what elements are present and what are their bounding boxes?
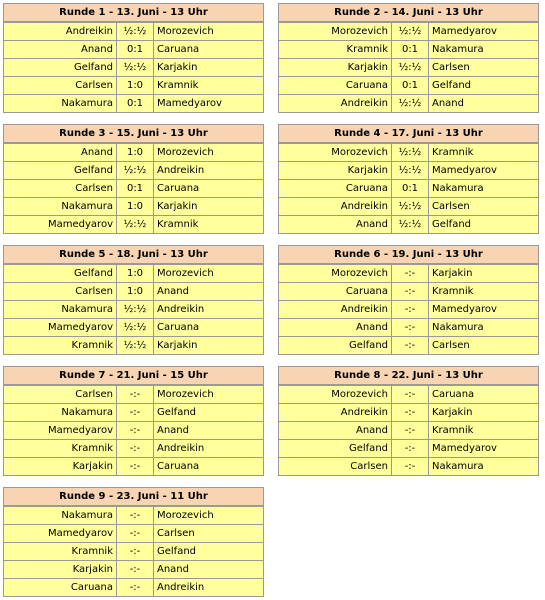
round-title: Runde 3 - 15. Juni - 13 Uhr xyxy=(4,125,263,143)
black-player: Carlsen xyxy=(432,340,470,351)
black-player: Nakamura xyxy=(432,183,484,194)
game-row xyxy=(279,318,538,336)
white-player: Kramnik xyxy=(4,440,117,457)
game-row xyxy=(279,197,538,215)
black-player: Morozevich xyxy=(157,268,214,279)
round-title: Runde 4 - 17. Juni - 13 Uhr xyxy=(279,125,538,143)
game-result: -:- xyxy=(392,265,429,282)
white-player: Morozevich xyxy=(279,144,392,161)
black-player: Kramnik xyxy=(157,219,199,230)
game-row xyxy=(4,542,263,560)
game-row xyxy=(279,282,538,300)
black-player: Nakamura xyxy=(432,44,484,55)
game-result: ½:½ xyxy=(117,319,154,336)
game-row xyxy=(4,179,263,197)
game-row xyxy=(4,94,263,112)
game-result: -:- xyxy=(392,458,429,475)
game-row xyxy=(4,524,263,542)
game-row xyxy=(279,161,538,179)
white-player: Anand xyxy=(279,319,392,336)
round-title: Runde 1 - 13. Juni - 13 Uhr xyxy=(4,4,263,22)
game-row xyxy=(279,300,538,318)
black-player: Carlsen xyxy=(432,201,470,212)
game-row xyxy=(279,403,538,421)
black-player: Kramnik xyxy=(157,80,199,91)
round-title: Runde 8 - 22. Juni - 13 Uhr xyxy=(279,367,538,385)
white-player: Morozevich xyxy=(279,265,392,282)
game-row xyxy=(4,385,263,403)
game-result: -:- xyxy=(117,404,154,421)
white-player: Caruana xyxy=(279,180,392,197)
white-player: Karjakin xyxy=(4,561,117,578)
game-result: -:- xyxy=(392,319,429,336)
white-player: Gelfand xyxy=(4,162,117,179)
game-row xyxy=(4,143,263,161)
round-title: Runde 2 - 14. Juni - 13 Uhr xyxy=(279,4,538,22)
round-title: Runde 6 - 19. Juni - 13 Uhr xyxy=(279,246,538,264)
black-player: Caruana xyxy=(157,183,200,194)
white-player: Nakamura xyxy=(4,301,117,318)
black-player: Carlsen xyxy=(157,528,195,539)
game-result: -:- xyxy=(392,337,429,354)
game-row xyxy=(4,318,263,336)
black-player: Gelfand xyxy=(157,407,197,418)
round-table-5 xyxy=(3,245,264,355)
black-player: Mamedyarov xyxy=(432,165,497,176)
game-result: ½:½ xyxy=(392,144,429,161)
round-table-6 xyxy=(278,245,539,355)
game-row xyxy=(4,215,263,233)
game-row xyxy=(279,179,538,197)
game-row xyxy=(4,439,263,457)
black-player: Mamedyarov xyxy=(432,26,497,37)
game-result: 1:0 xyxy=(117,144,154,161)
white-player: Kramnik xyxy=(279,41,392,58)
game-row xyxy=(4,560,263,578)
white-player: Mamedyarov xyxy=(4,216,117,233)
game-row xyxy=(4,22,263,40)
game-result: -:- xyxy=(392,386,429,403)
game-result: -:- xyxy=(392,301,429,318)
white-player: Anand xyxy=(279,216,392,233)
white-player: Nakamura xyxy=(4,95,117,112)
game-row xyxy=(4,161,263,179)
game-row xyxy=(279,40,538,58)
game-row xyxy=(279,215,538,233)
black-player: Carlsen xyxy=(432,62,470,73)
white-player: Caruana xyxy=(279,77,392,94)
white-player: Nakamura xyxy=(4,404,117,421)
black-player: Kramnik xyxy=(432,147,474,158)
white-player: Carlsen xyxy=(4,386,117,403)
game-row xyxy=(4,336,263,354)
game-result: 1:0 xyxy=(117,77,154,94)
white-player: Andreikin xyxy=(279,198,392,215)
black-player: Gelfand xyxy=(432,219,472,230)
black-player: Morozevich xyxy=(157,26,214,37)
white-player: Caruana xyxy=(4,579,117,596)
white-player: Kramnik xyxy=(4,543,117,560)
game-row xyxy=(4,506,263,524)
white-player: Karjakin xyxy=(4,458,117,475)
black-player: Karjakin xyxy=(432,407,473,418)
game-result: ½:½ xyxy=(117,301,154,318)
game-result: ½:½ xyxy=(117,337,154,354)
white-player: Gelfand xyxy=(4,265,117,282)
game-result: 0:1 xyxy=(392,77,429,94)
white-player: Anand xyxy=(4,41,117,58)
game-row xyxy=(4,421,263,439)
white-player: Carlsen xyxy=(4,283,117,300)
black-player: Morozevich xyxy=(157,147,214,158)
game-result: -:- xyxy=(392,404,429,421)
game-row xyxy=(4,578,263,596)
white-player: Anand xyxy=(279,422,392,439)
game-result: -:- xyxy=(392,440,429,457)
game-result: -:- xyxy=(117,543,154,560)
round-table-1 xyxy=(3,3,264,113)
black-player: Kramnik xyxy=(432,286,474,297)
white-player: Morozevich xyxy=(279,23,392,40)
black-player: Karjakin xyxy=(432,268,473,279)
round-table-8 xyxy=(278,366,539,476)
black-player: Morozevich xyxy=(157,510,214,521)
white-player: Karjakin xyxy=(279,162,392,179)
game-result: 0:1 xyxy=(117,180,154,197)
black-player: Mamedyarov xyxy=(432,304,497,315)
game-row xyxy=(279,457,538,475)
game-result: -:- xyxy=(117,458,154,475)
game-row xyxy=(4,300,263,318)
white-player: Andreikin xyxy=(279,404,392,421)
game-row xyxy=(4,58,263,76)
black-player: Mamedyarov xyxy=(432,443,497,454)
game-row xyxy=(279,58,538,76)
white-player: Andreikin xyxy=(279,95,392,112)
game-row xyxy=(279,264,538,282)
black-player: Nakamura xyxy=(432,322,484,333)
game-result: -:- xyxy=(117,561,154,578)
black-player: Kramnik xyxy=(432,425,474,436)
black-player: Anand xyxy=(157,286,189,297)
black-player: Karjakin xyxy=(157,201,198,212)
black-player: Morozevich xyxy=(157,389,214,400)
round-table-3 xyxy=(3,124,264,234)
white-player: Anand xyxy=(4,144,117,161)
game-row xyxy=(279,22,538,40)
white-player: Kramnik xyxy=(4,337,117,354)
black-player: Anand xyxy=(157,425,189,436)
black-player: Karjakin xyxy=(157,62,198,73)
game-result: ½:½ xyxy=(392,162,429,179)
game-result: ½:½ xyxy=(117,162,154,179)
white-player: Gelfand xyxy=(4,59,117,76)
game-row xyxy=(279,143,538,161)
white-player: Gelfand xyxy=(279,440,392,457)
white-player: Nakamura xyxy=(4,507,117,524)
round-title: Runde 5 - 18. Juni - 13 Uhr xyxy=(4,246,263,264)
game-result: -:- xyxy=(117,579,154,596)
black-player: Anand xyxy=(432,98,464,109)
black-player: Mamedyarov xyxy=(157,98,222,109)
game-result: -:- xyxy=(117,422,154,439)
white-player: Nakamura xyxy=(4,198,117,215)
round-title: Runde 9 - 23. Juni - 11 Uhr xyxy=(4,488,263,506)
black-player: Caruana xyxy=(157,322,200,333)
game-result: -:- xyxy=(117,525,154,542)
white-player: Gelfand xyxy=(279,337,392,354)
black-player: Gelfand xyxy=(432,80,472,91)
white-player: Carlsen xyxy=(279,458,392,475)
round-table-9 xyxy=(3,487,264,597)
game-result: 1:0 xyxy=(117,265,154,282)
game-result: 0:1 xyxy=(117,95,154,112)
game-row xyxy=(279,336,538,354)
game-result: ½:½ xyxy=(117,216,154,233)
game-result: ½:½ xyxy=(392,198,429,215)
black-player: Andreikin xyxy=(157,165,205,176)
game-row xyxy=(4,76,263,94)
game-result: ½:½ xyxy=(392,216,429,233)
black-player: Andreikin xyxy=(157,304,205,315)
game-result: -:- xyxy=(117,386,154,403)
game-result: 0:1 xyxy=(117,41,154,58)
game-result: ½:½ xyxy=(117,59,154,76)
game-row xyxy=(279,421,538,439)
game-row xyxy=(4,40,263,58)
white-player: Mamedyarov xyxy=(4,319,117,336)
black-player: Andreikin xyxy=(157,582,205,593)
black-player: Gelfand xyxy=(157,546,197,557)
game-row xyxy=(4,403,263,421)
game-row xyxy=(4,457,263,475)
game-row xyxy=(4,197,263,215)
game-result: 0:1 xyxy=(392,41,429,58)
game-result: ½:½ xyxy=(392,23,429,40)
black-player: Caruana xyxy=(432,389,475,400)
game-result: 0:1 xyxy=(392,180,429,197)
game-result: ½:½ xyxy=(117,23,154,40)
game-row xyxy=(279,385,538,403)
white-player: Carlsen xyxy=(4,77,117,94)
game-result: -:- xyxy=(392,283,429,300)
black-player: Karjakin xyxy=(157,340,198,351)
round-table-2 xyxy=(278,3,539,113)
round-table-4 xyxy=(278,124,539,234)
game-result: -:- xyxy=(392,422,429,439)
game-result: -:- xyxy=(117,507,154,524)
game-result: 1:0 xyxy=(117,198,154,215)
white-player: Morozevich xyxy=(279,386,392,403)
game-result: ½:½ xyxy=(392,59,429,76)
game-row xyxy=(4,264,263,282)
game-row xyxy=(4,282,263,300)
game-row xyxy=(279,94,538,112)
white-player: Karjakin xyxy=(279,59,392,76)
white-player: Mamedyarov xyxy=(4,422,117,439)
white-player: Caruana xyxy=(279,283,392,300)
game-row xyxy=(279,439,538,457)
game-row xyxy=(279,76,538,94)
black-player: Caruana xyxy=(157,44,200,55)
white-player: Carlsen xyxy=(4,180,117,197)
round-table-7 xyxy=(3,366,264,476)
game-result: ½:½ xyxy=(392,95,429,112)
game-result: -:- xyxy=(117,440,154,457)
round-title: Runde 7 - 21. Juni - 15 Uhr xyxy=(4,367,263,385)
black-player: Anand xyxy=(157,564,189,575)
white-player: Andreikin xyxy=(279,301,392,318)
white-player: Mamedyarov xyxy=(4,525,117,542)
black-player: Caruana xyxy=(157,461,200,472)
black-player: Andreikin xyxy=(157,443,205,454)
black-player: Nakamura xyxy=(432,461,484,472)
game-result: 1:0 xyxy=(117,283,154,300)
white-player: Andreikin xyxy=(4,23,117,40)
